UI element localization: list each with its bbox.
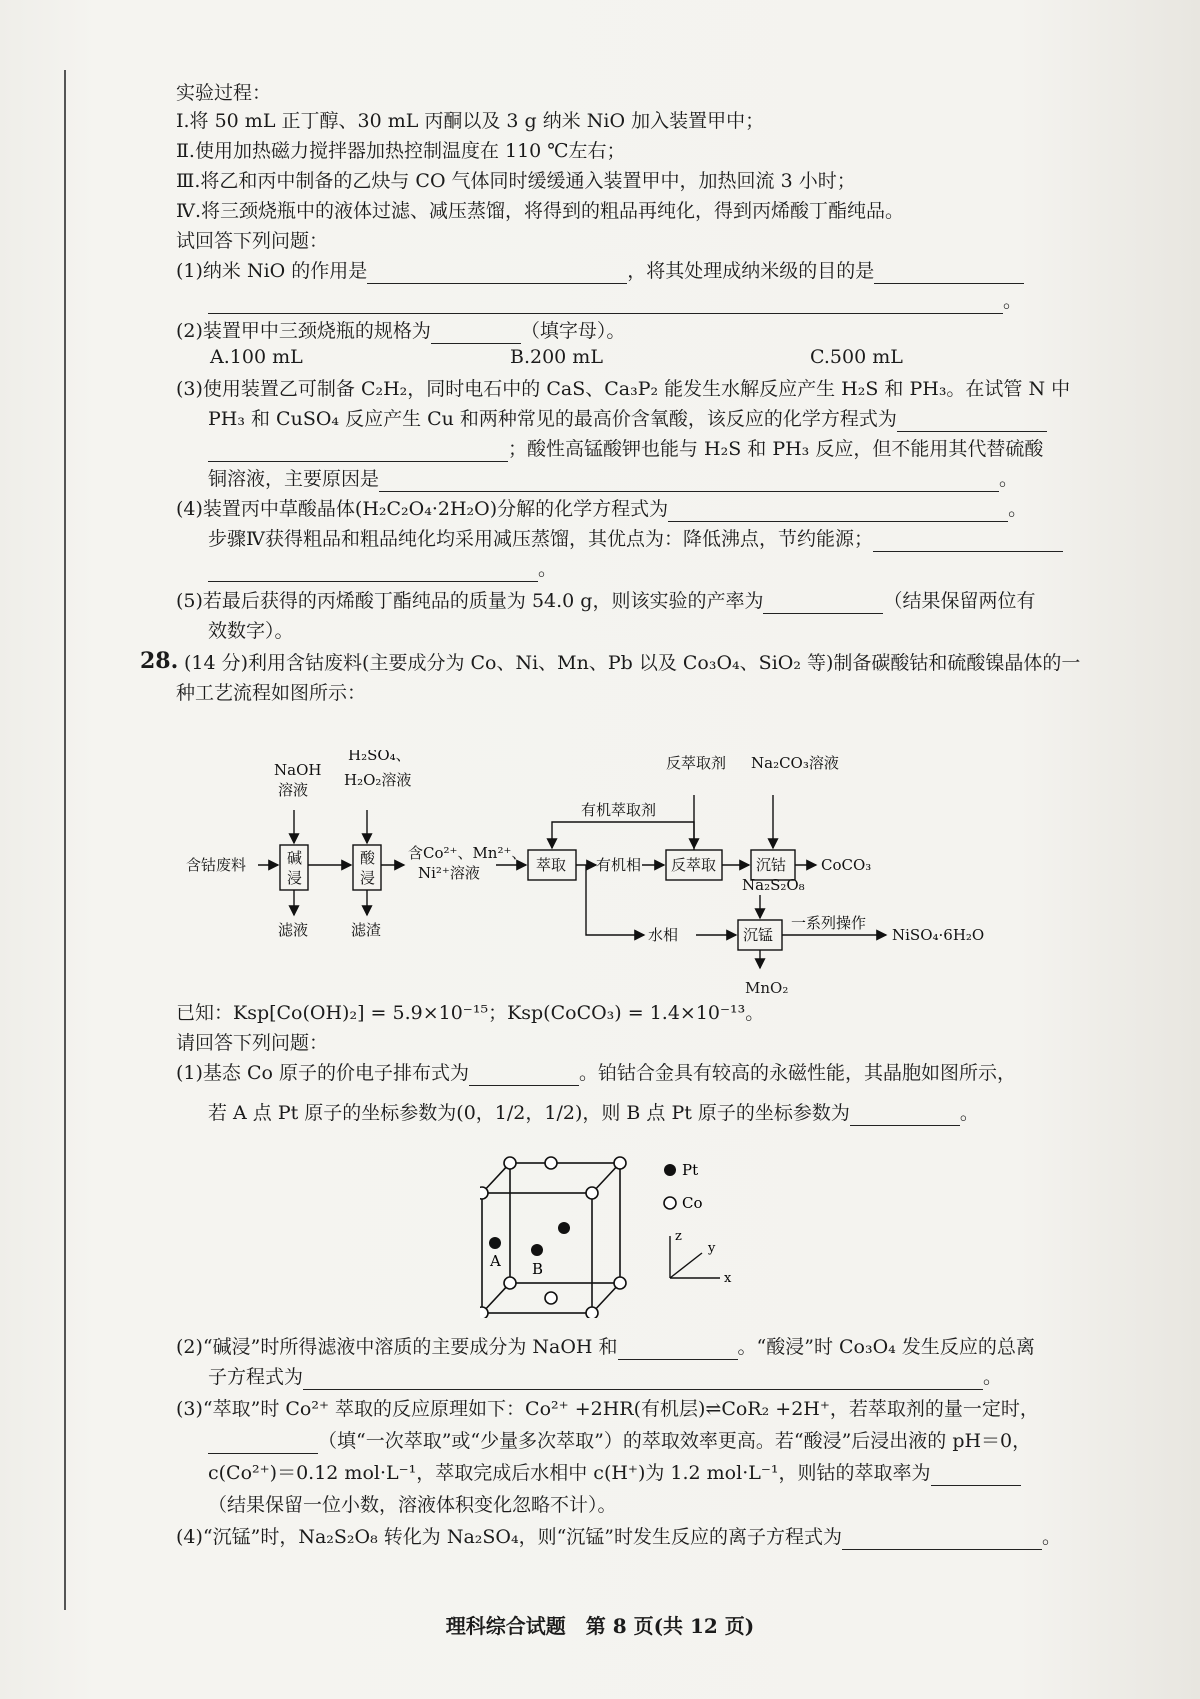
co-atom bbox=[504, 1277, 516, 1289]
step-2: Ⅱ.使用加热磁力搅拌器加热控制温度在 110 ℃左右； bbox=[176, 140, 626, 162]
known-ksp: 已知：Ksp[Co(OH)₂] = 5.9×10⁻¹⁵；Ksp(CoCO₃) = 1.4×10⁻¹³。 bbox=[176, 1002, 765, 1024]
q28-part3-line3: c(Co²⁺)＝0.12 mol·L⁻¹，萃取完成后水相中 c(H⁺)为 1.2 mol·L⁻¹，则钴的萃取率为 bbox=[208, 1460, 1021, 1486]
legend-co: Co bbox=[682, 1194, 703, 1212]
q27-part5-line2: 效数字）。 bbox=[208, 620, 294, 642]
label-residue: 滤渣 bbox=[351, 921, 382, 939]
box-alkali-2: 浸 bbox=[287, 869, 303, 887]
q27-part4-line1: (4)装置丙中草酸晶体(H₂C₂O₄·2H₂O)分解的化学方程式为 。 bbox=[176, 498, 1028, 520]
answer-blank[interactable] bbox=[874, 263, 1024, 284]
q28-part1-line2: 若 A 点 Pt 原子的坐标参数为(0，1/2，1/2)，则 B 点 Pt 原子的坐标参数为 。 bbox=[208, 1102, 979, 1124]
q28-intro-line2: 种工艺流程如图所示： bbox=[176, 682, 367, 704]
axis-z: z bbox=[675, 1229, 682, 1244]
option-b: B.200 mL bbox=[510, 346, 603, 368]
legend-co-marker bbox=[664, 1197, 676, 1209]
label-organic-phase: 有机相 bbox=[596, 856, 642, 874]
answer-blank[interactable] bbox=[763, 593, 883, 614]
label-mno2: MnO₂ bbox=[745, 979, 789, 997]
q27-part3-line3: ；酸性高锰酸钾也能与 H₂S 和 PH₃ 反应，但不能用其代替硫酸 bbox=[208, 436, 1043, 462]
box-mn-precip: 沉锰 bbox=[743, 926, 774, 944]
pt-atom-a bbox=[489, 1237, 501, 1249]
answer-blank[interactable] bbox=[850, 1105, 960, 1126]
label-naoh-solution: 溶液 bbox=[278, 781, 309, 799]
process-flow-diagram bbox=[186, 750, 1106, 970]
label-h2so4: H₂SO₄、 bbox=[348, 750, 411, 764]
option-c: C.500 mL bbox=[810, 346, 903, 368]
label-coco3: CoCO₃ bbox=[821, 856, 872, 874]
box-acid-1: 酸 bbox=[360, 849, 376, 867]
process-heading: 实验过程： bbox=[176, 82, 272, 104]
q27-part3-line4: 铜溶液，主要原因是 。 bbox=[208, 468, 1019, 490]
answer-blank[interactable] bbox=[897, 411, 1047, 432]
q27-part1-cont: 。 bbox=[208, 288, 1022, 314]
q27-part2: (2)装置甲中三颈烧瓶的规格为 （填字母）。 bbox=[176, 320, 626, 342]
co-atom bbox=[586, 1307, 598, 1318]
label-a: A bbox=[490, 1252, 501, 1270]
label-series-ops: 一系列操作 bbox=[791, 914, 867, 932]
q27-part4-line2: 步骤Ⅳ获得粗品和粗品纯化均采用减压蒸馏，其优点为：降低沸点，节约能源； bbox=[208, 526, 1063, 552]
answer-prompt: 试回答下列问题： bbox=[176, 230, 329, 252]
q28-part3-line1: (3)“萃取”时 Co²⁺ 萃取的反应原理如下：Co²⁺ +2HR(有机层)⇌CoR₂ +2H⁺，若萃取剂的量一定时， bbox=[176, 1398, 1039, 1420]
label-ions-2: Ni²⁺溶液 bbox=[418, 864, 480, 882]
label-niso4: NiSO₄·6H₂O bbox=[892, 926, 985, 944]
label-na2co3: Na₂CO₃溶液 bbox=[751, 754, 839, 772]
step-3: Ⅲ.将乙和丙中制备的乙炔与 CO 气体同时缓缓通入装置甲中，加热回流 3 小时； bbox=[176, 170, 856, 192]
step-4: Ⅳ.将三颈烧瓶中的液体过滤、减压蒸馏，将得到的粗品再纯化，得到丙烯酸丁酯纯品。 bbox=[176, 200, 905, 222]
option-a: A.100 mL bbox=[210, 346, 303, 368]
label-na2s2o8: Na₂S₂O₈ bbox=[742, 876, 805, 894]
q27-part4-line3: 。 bbox=[208, 556, 557, 582]
q28-part3-line4: （结果保留一位小数，溶液体积变化忽略不计）。 bbox=[208, 1494, 617, 1516]
answer-blank[interactable] bbox=[469, 1065, 579, 1086]
q28-part2-line2: 子方程式为 。 bbox=[208, 1366, 1003, 1388]
co-atom bbox=[614, 1277, 626, 1289]
co-atom bbox=[480, 1307, 488, 1318]
answer-blank[interactable] bbox=[379, 471, 999, 492]
answer-blank[interactable] bbox=[208, 561, 538, 582]
legend-pt-marker bbox=[664, 1164, 676, 1176]
box-acid-2: 浸 bbox=[360, 869, 376, 887]
q27-part3-line1: (3)使用装置乙可制备 C₂H₂，同时电石中的 CaS、Ca₃P₂ 能发生水解反应产生 H₂S 和 PH₃。在试管 N 中 bbox=[176, 378, 1071, 400]
answer-blank[interactable] bbox=[873, 531, 1063, 552]
q28-part2-line1: (2)“碱浸”时所得滤液中溶质的主要成分为 NaOH 和 。“酸浸”时 Co₃O₄ 发生反应的总离 bbox=[176, 1336, 1035, 1358]
answer-blank[interactable] bbox=[668, 501, 1008, 522]
co-atom bbox=[586, 1187, 598, 1199]
answer-blank[interactable] bbox=[367, 263, 627, 284]
box-extract: 萃取 bbox=[536, 856, 567, 874]
q27-part5-line1: (5)若最后获得的丙烯酸丁酯纯品的质量为 54.0 g，则该实验的产率为 （结果保留两位有 bbox=[176, 590, 1036, 612]
label-h2o2: H₂O₂溶液 bbox=[344, 771, 412, 789]
question-number-28: 28. bbox=[140, 648, 179, 674]
q27-part1: (1)纳米 NiO 的作用是 ，将其处理成纳米级的目的是 bbox=[176, 258, 1024, 284]
q28-prompt: 请回答下列问题： bbox=[176, 1032, 329, 1054]
step-1: Ⅰ.将 50 mL 正丁醇、30 mL 丙酮以及 3 g 纳米 NiO 加入装置甲中； bbox=[176, 110, 765, 132]
label-organic-extractant: 有机萃取剂 bbox=[581, 801, 657, 819]
q28-part4: (4)“沉锰”时，Na₂S₂O₈ 转化为 Na₂SO₄，则“沉锰”时发生反应的离子方程式为 。 bbox=[176, 1526, 1062, 1548]
box-alkali-1: 碱 bbox=[287, 849, 303, 867]
q27-part3-line2: PH₃ 和 CuSO₄ 反应产生 Cu 和两种常见的最高价含氧酸，该反应的化学方程式为 bbox=[208, 406, 1047, 432]
answer-blank[interactable] bbox=[208, 293, 1003, 314]
q28-part1-line1: (1)基态 Co 原子的价电子排布式为 。铂钴合金具有较高的永磁性能，其晶胞如图所示， bbox=[176, 1062, 1016, 1084]
answer-blank[interactable] bbox=[618, 1339, 738, 1360]
label-filtrate: 滤液 bbox=[278, 921, 309, 939]
label-raw: 含钴废料 bbox=[186, 856, 247, 874]
answer-blank[interactable] bbox=[208, 441, 508, 462]
q28-intro-line1: (14 分)利用含钴废料(主要成分为 Co、Ni、Mn、Pb 以及 Co₃O₄、SiO₂ 等)制备碳酸钴和硫酸镍晶体的一 bbox=[184, 652, 1081, 674]
crystal-cell-diagram bbox=[480, 1148, 840, 1318]
binding-margin-line bbox=[64, 70, 66, 1610]
label-ions-1: 含Co²⁺、Mn²⁺、 bbox=[408, 844, 527, 862]
pt-atom-b bbox=[531, 1244, 543, 1256]
axis-y: y bbox=[708, 1241, 716, 1256]
co-atom bbox=[480, 1187, 488, 1199]
q28-part3-line2: （填“一次萃取”或“少量多次萃取”）的萃取效率更高。若“酸浸”后浸出液的 pH＝0， bbox=[208, 1428, 1031, 1454]
legend-pt: Pt bbox=[682, 1161, 699, 1179]
box-back-extract: 反萃取 bbox=[671, 856, 717, 874]
answer-blank[interactable] bbox=[931, 1465, 1021, 1486]
answer-blank[interactable] bbox=[431, 323, 521, 344]
answer-blank[interactable] bbox=[842, 1529, 1042, 1550]
page-footer: 理科综合试题 第 8 页(共 12 页) bbox=[445, 1614, 755, 1638]
label-b: B bbox=[532, 1260, 544, 1278]
co-atom bbox=[504, 1157, 516, 1169]
co-atom bbox=[545, 1292, 557, 1304]
co-atom bbox=[545, 1157, 557, 1169]
axis-x: x bbox=[724, 1271, 732, 1286]
label-back-reagent: 反萃取剂 bbox=[666, 754, 727, 772]
co-atom bbox=[614, 1157, 626, 1169]
box-co-precip: 沉钴 bbox=[756, 856, 787, 874]
answer-blank[interactable] bbox=[303, 1369, 983, 1390]
label-water-phase: 水相 bbox=[648, 926, 679, 944]
label-naoh: NaOH bbox=[274, 761, 322, 779]
pt-atom bbox=[558, 1222, 570, 1234]
answer-blank[interactable] bbox=[208, 1433, 318, 1454]
